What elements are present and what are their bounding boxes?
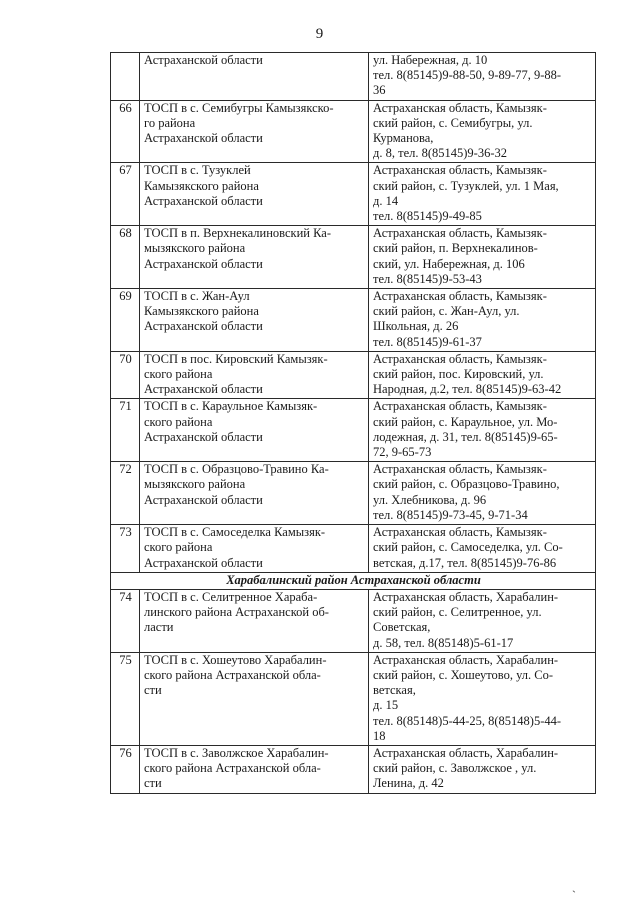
address-line: ский, ул. Набережная, д. 106: [373, 256, 525, 271]
address-line: тел. 8(85145)9-53-43: [373, 271, 482, 286]
address-line: Советская,: [373, 620, 431, 635]
table-row: [111, 351, 596, 399]
address-line: лодежная, д. 31, тел. 8(85145)9-65-: [373, 429, 558, 444]
office-name-line: Астраханской области: [144, 555, 263, 570]
scan-mark: ˏ: [572, 879, 576, 893]
office-name-line: ского района: [144, 540, 213, 555]
table-row: [111, 163, 596, 226]
address-cell: [369, 745, 596, 793]
address-cell: [369, 53, 596, 101]
table-row: [111, 226, 596, 289]
address-line: д. 15: [373, 698, 399, 713]
address-cell: [369, 399, 596, 462]
office-name-line: Камызякского района: [144, 178, 259, 193]
address-line: тел. 8(85145)9-73-45, 9-71-34: [373, 507, 528, 522]
address-line: ветская, д.17, тел. 8(85145)9-76-86: [373, 555, 557, 570]
address-line: тел. 8(85145)9-88-50, 9-89-77, 9-88-: [373, 68, 562, 83]
address-line: тел. 8(85148)5-44-25, 8(85148)5-44-: [373, 713, 562, 728]
office-name-line: ТОСП в пос. Кировский Камызяк-: [144, 351, 328, 366]
address-line: ский район, с. Караульное, ул. Мо-: [373, 414, 558, 429]
table-row: [111, 289, 596, 352]
section-row-group: [111, 572, 596, 589]
address-line: тел. 8(85145)9-49-85: [373, 209, 482, 224]
address-cell: [369, 462, 596, 525]
office-name-line: ТОСП в с. Караульное Камызяк-: [144, 399, 318, 414]
office-name-line: го района: [144, 115, 196, 130]
address-line: Народная, д.2, тел. 8(85145)9-63-42: [373, 382, 562, 397]
office-name-line: Астраханской области: [144, 492, 263, 507]
office-name-cell: [140, 53, 369, 101]
address-line: 72, 9-65-73: [373, 445, 432, 460]
table-row: [111, 53, 596, 101]
address-line: 36: [373, 83, 386, 98]
office-name-line: Астраханской области: [144, 256, 263, 271]
office-name-cell: [140, 351, 369, 399]
office-name-line: ТОСП в с. Самоседелка Камызяк-: [144, 525, 326, 540]
address-line: Астраханская область, Камызяк-: [373, 462, 547, 477]
row-number: 69: [111, 289, 140, 352]
row-number: 76: [111, 745, 140, 793]
table-row: [111, 399, 596, 462]
page-number: 9: [315, 26, 324, 42]
address-line: ский район, с. Заволжское , ул.: [373, 761, 537, 776]
address-line: ул. Хлебникова, д. 96: [373, 492, 487, 507]
office-name-line: ТОСП в с. Хошеутово Харабалин-: [144, 652, 327, 667]
office-name-line: Астраханской области: [144, 319, 263, 334]
address-line: ский район, с. Образцово-Травино,: [373, 477, 560, 492]
address-line: Астраханская область, Камызяк-: [373, 351, 547, 366]
address-cell: [369, 163, 596, 226]
address-line: ветская,: [373, 683, 416, 698]
office-name-line: ТОСП в с. Семибугры Камызякско-: [144, 100, 334, 115]
office-name-line: ского района Астраханской обла-: [144, 761, 321, 776]
address-line: Астраханская область, Харабалин-: [373, 745, 559, 760]
address-cell: [369, 652, 596, 745]
address-line: Астраханская область, Камызяк-: [373, 525, 547, 540]
address-line: Курманова,: [373, 131, 434, 146]
office-name-line: ТОСП в с. Тузуклей: [144, 163, 251, 178]
address-line: ский район, п. Верхнекалинов-: [373, 241, 538, 256]
address-cell: [369, 226, 596, 289]
office-name-line: сти: [144, 776, 162, 791]
table-row: [111, 589, 596, 652]
office-name-line: ласти: [144, 620, 174, 635]
section-heading-row: [111, 572, 596, 589]
address-line: д. 14: [373, 193, 399, 208]
office-name-line: ского района: [144, 414, 213, 429]
office-name-line: Камызякского района: [144, 304, 259, 319]
office-name-cell: [140, 399, 369, 462]
office-name-line: мызякского района: [144, 241, 246, 256]
address-line: ский район, с. Селитренное, ул.: [373, 605, 542, 620]
office-name-line: Астраханской области: [144, 193, 263, 208]
address-line: Астраханская область, Камызяк-: [373, 226, 547, 241]
table-row: [111, 652, 596, 745]
row-number: 73: [111, 525, 140, 573]
address-line: д. 8, тел. 8(85145)9-36-32: [373, 146, 508, 161]
office-name-cell: [140, 226, 369, 289]
address-line: ул. Набережная, д. 10: [373, 53, 488, 67]
row-number: [111, 53, 140, 101]
office-name-line: ТОСП в п. Верхнекалиновский Ка-: [144, 226, 331, 241]
address-line: Астраханская область, Харабалин-: [373, 589, 559, 604]
office-name-line: линского района Астраханской об-: [144, 605, 329, 620]
tosp-address-table: [110, 52, 596, 794]
address-line: Астраханская область, Харабалин-: [373, 652, 559, 667]
address-line: Астраханская область, Камызяк-: [373, 100, 547, 115]
address-line: ский район, с. Семибугры, ул.: [373, 115, 533, 130]
address-line: ский район, с. Самоседелка, ул. Со-: [373, 540, 563, 555]
row-number: 72: [111, 462, 140, 525]
table-body-kamyzyak: [111, 53, 596, 573]
table-body-kharabali: [111, 589, 596, 793]
address-line: Ленина, д. 42: [373, 776, 444, 791]
row-number: 66: [111, 100, 140, 163]
office-name-cell: [140, 163, 369, 226]
office-name-line: Астраханской области: [144, 382, 263, 397]
address-line: д. 58, тел. 8(85148)5-61-17: [373, 635, 514, 650]
address-line: ский район, пос. Кировский, ул.: [373, 367, 544, 382]
row-number: 67: [111, 163, 140, 226]
office-name-line: мызякского района: [144, 477, 246, 492]
address-line: Астраханская область, Камызяк-: [373, 163, 547, 178]
table-row: [111, 525, 596, 573]
office-name-cell: [140, 525, 369, 573]
office-name-cell: [140, 462, 369, 525]
table-row: [111, 745, 596, 793]
office-name-cell: [140, 652, 369, 745]
row-number: 68: [111, 226, 140, 289]
address-line: тел. 8(85145)9-61-37: [373, 334, 482, 349]
office-name-line: Астраханской области: [144, 53, 263, 67]
table-row: [111, 100, 596, 163]
address-line: Школьная, д. 26: [373, 319, 459, 334]
address-cell: [369, 100, 596, 163]
row-number: 75: [111, 652, 140, 745]
row-number: 70: [111, 351, 140, 399]
office-name-line: Астраханской области: [144, 429, 263, 444]
address-cell: [369, 589, 596, 652]
address-line: 18: [373, 728, 386, 743]
address-cell: [369, 289, 596, 352]
address-line: ский район, с. Хошеутово, ул. Со-: [373, 667, 554, 682]
address-line: ский район, с. Тузуклей, ул. 1 Мая,: [373, 178, 559, 193]
address-line: Астраханская область, Камызяк-: [373, 289, 547, 304]
table-row: [111, 462, 596, 525]
section-heading: Харабалинский район Астраханской области: [111, 572, 596, 589]
office-name-line: ского района Астраханской обла-: [144, 667, 321, 682]
office-name-line: ского района: [144, 367, 213, 382]
office-name-cell: [140, 589, 369, 652]
row-number: 74: [111, 589, 140, 652]
row-number: 71: [111, 399, 140, 462]
address-line: Астраханская область, Камызяк-: [373, 399, 547, 414]
address-cell: [369, 525, 596, 573]
office-name-cell: [140, 745, 369, 793]
office-name-line: ТОСП в с. Жан-Аул: [144, 289, 250, 304]
address-cell: [369, 351, 596, 399]
office-name-line: ТОСП в с. Заволжское Харабалин-: [144, 745, 329, 760]
office-name-line: ТОСП в с. Селитренное Хараба-: [144, 589, 318, 604]
office-name-cell: [140, 100, 369, 163]
office-name-line: ТОСП в с. Образцово-Травино Ка-: [144, 462, 329, 477]
office-name-line: Астраханской области: [144, 131, 263, 146]
office-name-cell: [140, 289, 369, 352]
office-name-line: сти: [144, 683, 162, 698]
address-line: ский район, с. Жан-Аул, ул.: [373, 304, 520, 319]
